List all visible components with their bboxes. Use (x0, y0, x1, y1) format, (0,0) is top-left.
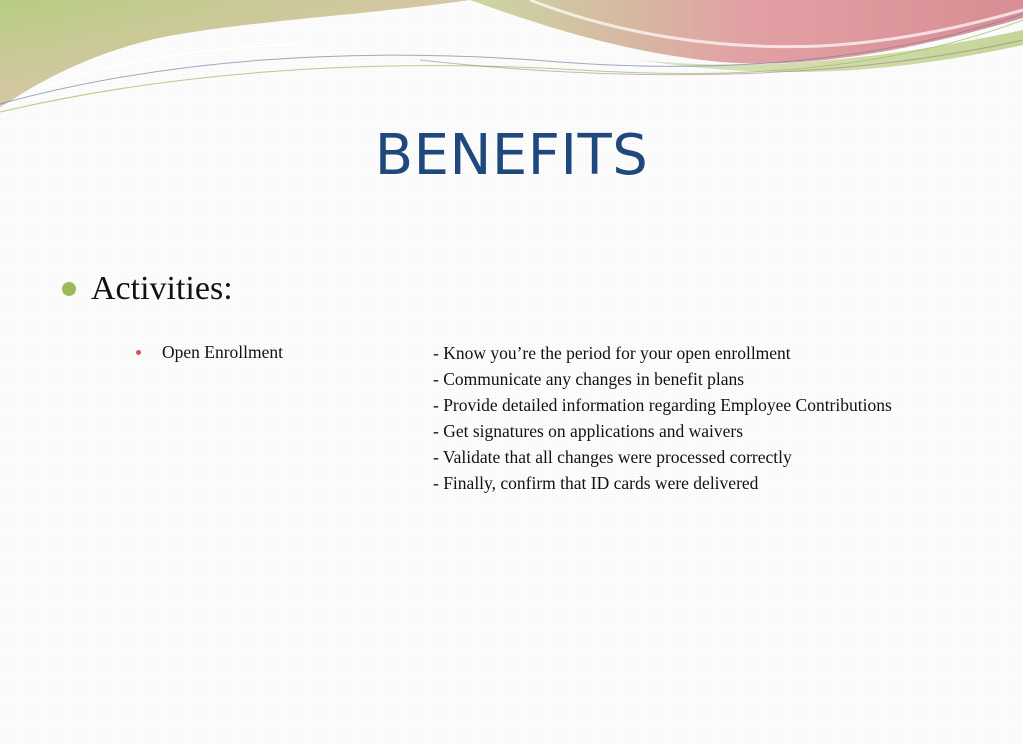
bullet-activities-label: Activities: (91, 270, 233, 307)
detail-line: - Provide detailed information regarding Employee Contributions (433, 395, 892, 415)
detail-line: - Get signatures on applications and waivers (433, 421, 744, 441)
sub-bullet-label: Open Enrollment (162, 342, 284, 362)
enrollment-detail-list (433, 340, 892, 496)
detail-line: - Communicate any changes in benefit plans (433, 369, 745, 389)
bullet-dot-icon (62, 282, 76, 296)
detail-line: - Validate that all changes were processed correctly (433, 447, 792, 467)
sub-bullet-open-enrollment (136, 340, 283, 364)
detail-line: - Finally, confirm that ID cards were delivered (433, 473, 759, 493)
slide-title: BENEFITS (374, 123, 649, 188)
header-swoosh-decoration (0, 0, 1023, 130)
detail-line: - Know you’re the period for your open enrollment (433, 343, 791, 363)
sub-bullet-dot-icon (136, 350, 141, 355)
bullet-activities (62, 266, 233, 312)
